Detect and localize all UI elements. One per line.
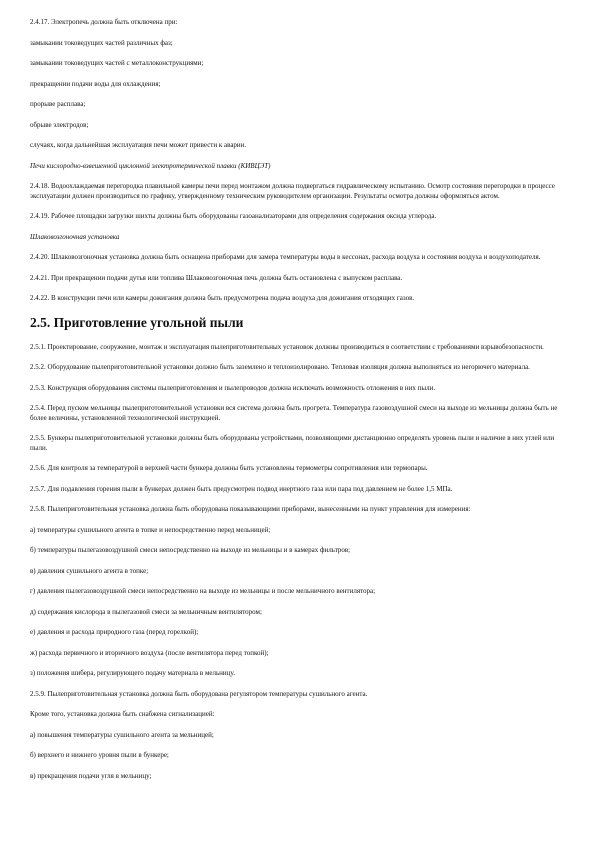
list-item: з) положения шибера, регулирующего подачу материала в мельницу.	[30, 669, 235, 677]
paragraph: 2.5.2. Оборудование пылеприготовительной установки должно быть заземлено и теплоизолировано. Тепловая изоляция должна выполняться из негорючего материала.	[30, 363, 530, 371]
list-item: замыкании токоведущих частей различных фаз;	[30, 38, 173, 47]
paragraph: 2.4.17. Электропечь должна быть отключена при:	[30, 18, 178, 26]
list-item: д) содержания кислорода в пылегазовой смеси за мельничным вентилятором;	[30, 607, 262, 616]
subsection-title: Шлаковозгоночная установка	[30, 232, 120, 241]
paragraph: 2.5.9. Пылеприготовительная установка должна быть оборудована регулятором температуры сушильного агента.	[30, 689, 368, 698]
list-item: замыкании токоведущих частей с металлоконструкциями;	[30, 59, 204, 67]
paragraph: 2.4.21. При прекращении подачи дутья или топлива Шлаковозгоночная печь должна быть остановлена с выпуском расплава.	[30, 273, 403, 282]
paragraph: 2.5.8. Пылеприготовительная установка должна быть оборудована показывающими приборами, вынесенными на пункт управления для измерения:	[30, 505, 471, 513]
list-item: б) температуры пылегазовоздушной смеси непосредственно на выходе из мельницы и в камерах фильтров;	[30, 546, 351, 554]
list-item: е) давления и расхода природного газа (перед горелкой);	[30, 628, 199, 636]
paragraph: 2.5.3. Конструкция оборудования системы пылеприготовления и пылепроводов должна исключать возможность отложения в них пыли.	[30, 383, 436, 392]
subsection-title: Печи кислородно-взвешенной циклонной электротермической плавки (КИВЦЭТ)	[30, 161, 271, 170]
list-item: в) давления сушильного агента в топке;	[30, 566, 149, 575]
list-item: ж) расхода первичного и вторичного воздуха (после вентилятора перед топкой);	[30, 648, 269, 657]
list-item: случаях, когда дальнейшая эксплуатация печи может привести к аварии.	[30, 141, 247, 149]
paragraph: 2.5.7. Для подавления горения пыли в бункерах должен быть предусмотрен подвод инертного газа или пара под давлением не более 1,5 МПа.	[30, 484, 453, 493]
list-item: обрыве электродов;	[30, 120, 89, 129]
list-item: в) прекращения подачи угля в мельницу;	[30, 771, 152, 780]
list-item: прорыве расплава;	[30, 100, 86, 108]
paragraph: 2.4.20. Шлаковозгоночная установка должна быть оснащена приборами для замера температуры воды в кессонах, расхода воздуха и состояния воздуха и воздухоподателя.	[30, 253, 541, 261]
paragraph: 2.5.5. Бункеры пылеприготовительной установки должны быть оборудованы устройствами, позволяющими дистанционно определять уровень пыли и наличие в них углей или пыли.	[30, 434, 555, 452]
list-item: б) верхнего и нижнего уровня пыли в бункере;	[30, 751, 169, 759]
document-page	[30, 18, 565, 792]
list-item: а) температуры сушильного агента в топке и непосредственно перед мельницей;	[30, 525, 271, 534]
paragraph: 2.5.1. Проектирование, сооружение, монтаж и эксплуатация пылеприготовительных установок должны производиться в соответствии с требованиями взрывобезопасности.	[30, 342, 544, 351]
list-item: г) давления пылегазовоздушной смеси непосредственно на выходе из мельницы и после мельничного вентилятора;	[30, 587, 376, 595]
section-heading: 2.5. Приготовление угольной пыли	[30, 314, 244, 330]
paragraph: 2.5.4. Перед пуском мельницы пылеприготовительной установки вся система должна быть прогрета. Температура газовоздушной смеси на выходе из мельницы должна быть не более величины, установленной технологической инструкцией.	[30, 404, 558, 422]
paragraph: 2.4.22. В конструкции печи или камеры дожигания должна быть предусмотрена подача воздуха для дожигания отходящих газов.	[30, 294, 415, 302]
paragraph: Кроме того, установка должна быть снабжена сигнализацией:	[30, 710, 215, 718]
list-item: прекращении подачи воды для охлаждения;	[30, 79, 161, 88]
paragraph: 2.4.18. Водоохлаждаемая перегородка плавильной камеры печи перед монтажом должна подвергаться гидравлическому испытанию. Осмотр состояния перегородки в процессе эксплуатации должен производиться по графику, утвержденному техническим руководителем организации. Результаты осмотра должны оформляться актом.	[30, 182, 555, 200]
list-item: а) повышения температуры сушильного агента за мельницей;	[30, 730, 214, 739]
paragraph: 2.4.19. Рабочее площадки загрузки шихты должны быть оборудованы газоанализаторами для определения содержания оксида углерода.	[30, 212, 437, 220]
paragraph: 2.5.6. Для контроля за температурой в верхней части бункера должны быть установлены термометры сопротивления или термопары.	[30, 464, 428, 472]
